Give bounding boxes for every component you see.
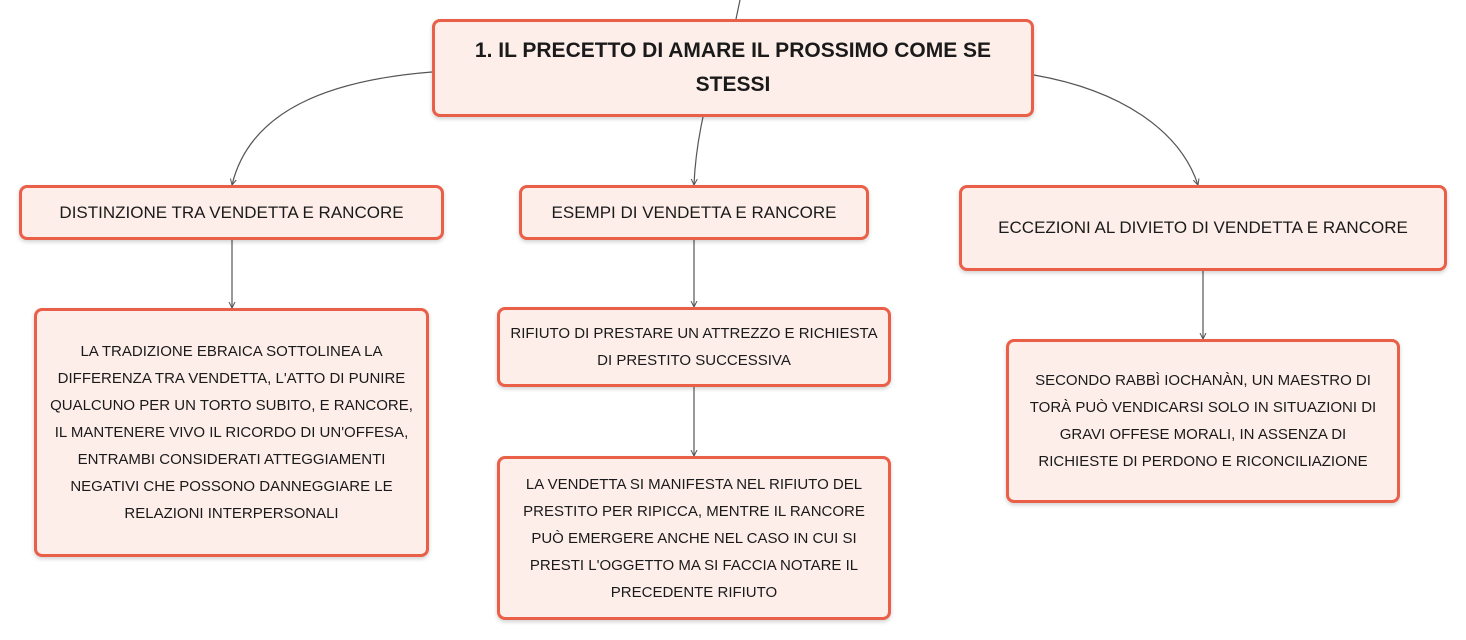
subtopic-text-rifiuto: RIFIUTO DI PRESTARE UN ATTREZZO E RICHIESTA DI PRESTITO SUCCESSIVA <box>510 325 878 369</box>
subtopic-text-tradizione: LA TRADIZIONE EBRAICA SOTTOLINEA LA DIFFERENZA TRA VENDETTA, L'ATTO DI PUNIRE QUALCUNO PER UN TORTO SUBITO, E RANCORE, IL MANTENERE VIVO IL RICORDO DI UN'OFFESA, ENTRAMBI CONSIDERATI ATTEGGIAMENTI NEGATIVI CHE POSSONO DANNEGGIARE LE RELAZIONI INTERPERSONALI <box>50 343 413 522</box>
subtopic-node-rifiuto[interactable] <box>497 307 891 387</box>
subtopic-node-rabbi-iochanan[interactable] <box>1006 339 1400 503</box>
topic-label-distinzione: DISTINZIONE TRA VENDETTA E RANCORE <box>59 202 404 222</box>
subtopic-node-vendetta-manifesta[interactable] <box>497 456 891 620</box>
subtopic-text-rabbi-iochanan: SECONDO RABBÌ IOCHANÀN, UN MAESTRO DI TORÀ PUÒ VENDICARSI SOLO IN SITUAZIONI DI GRAVI OFFESE MORALI, IN ASSENZA DI RICHIESTE DI PERDONO E RICONCILIAZIONE <box>1029 372 1377 470</box>
topic-node-esempi[interactable] <box>519 185 869 240</box>
connector-root-to-eccezioni <box>1034 75 1198 185</box>
topic-node-distinzione[interactable] <box>19 185 444 240</box>
connector-root-to-esempi <box>694 117 703 185</box>
root-topic-label: 1. IL PRECETTO DI AMARE IL PROSSIMO COME SE STESSI <box>474 39 992 96</box>
connector-root-to-distinzione <box>232 72 432 185</box>
connector-parent-to-root <box>736 0 740 19</box>
topic-node-eccezioni[interactable] <box>959 185 1447 271</box>
root-topic-node[interactable] <box>432 19 1034 117</box>
subtopic-text-vendetta-manifesta: LA VENDETTA SI MANIFESTA NEL RIFIUTO DEL PRESTITO PER RIPICCA, MENTRE IL RANCORE PUÒ EMERGERE ANCHE NEL CASO IN CUI SI PRESTI L'OGGETTO MA SI FACCIA NOTARE IL PRECEDENTE RIFIUTO <box>523 475 865 601</box>
topic-label-esempi: ESEMPI DI VENDETTA E RANCORE <box>551 202 837 222</box>
topic-label-eccezioni: ECCEZIONI AL DIVIETO DI VENDETTA E RANCORE <box>998 218 1408 237</box>
subtopic-node-tradizione[interactable] <box>34 308 429 557</box>
